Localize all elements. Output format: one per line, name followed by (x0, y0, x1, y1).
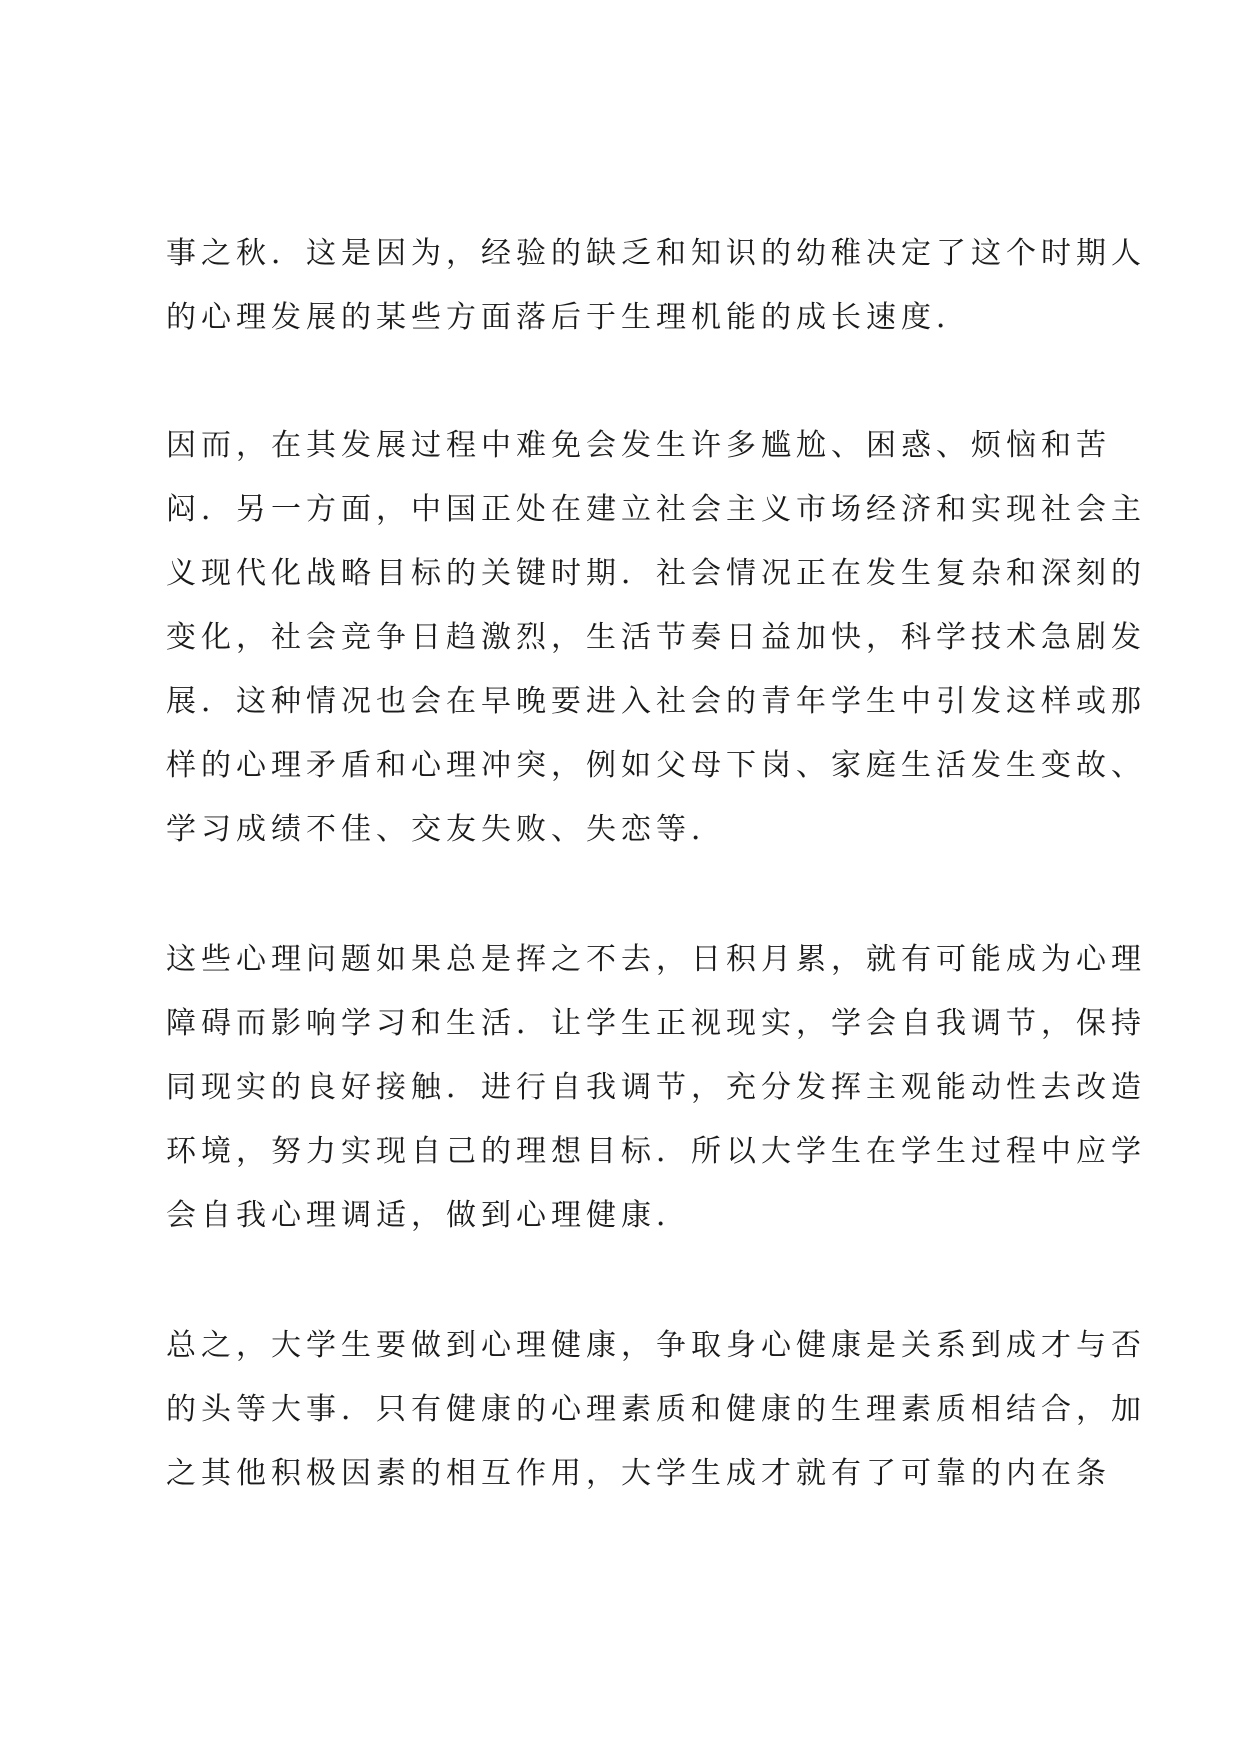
paragraph-2-line-5: 展．这种情况也会在早晚要进入社会的青年学生中引发这样或那 (166, 684, 1146, 719)
paragraph-3-line-3: 同现实的良好接触．进行自我调节，充分发挥主观能动性去改造 (166, 1070, 1146, 1105)
paragraph-4-line-3: 之其他积极因素的相互作用，大学生成才就有了可靠的内在条 (166, 1456, 1111, 1491)
paragraph-2-line-6: 样的心理矛盾和心理冲突，例如父母下岗、家庭生活发生变故、 (166, 748, 1146, 783)
paragraph-3-line-2: 障碍而影响学习和生活．让学生正视现实，学会自我调节，保持 (166, 1006, 1146, 1041)
paragraph-4-line-1: 总之，大学生要做到心理健康，争取身心健康是关系到成才与否 (166, 1328, 1146, 1363)
paragraph-1-line-1: 事之秋．这是因为，经验的缺乏和知识的幼稚决定了这个时期人 (166, 236, 1146, 271)
paragraph-1-line-2: 的心理发展的某些方面落后于生理机能的成长速度． (166, 300, 971, 335)
paragraph-4-line-2: 的头等大事．只有健康的心理素质和健康的生理素质相结合，加 (166, 1392, 1146, 1427)
paragraph-2-line-4: 变化，社会竞争日趋激烈，生活节奏日益加快，科学技术急剧发 (166, 620, 1146, 655)
paragraph-3-line-5: 会自我心理调适，做到心理健康． (166, 1198, 691, 1233)
paragraph-2-line-1: 因而，在其发展过程中难免会发生许多尴尬、困惑、烦恼和苦 (166, 428, 1111, 463)
paragraph-3-line-1: 这些心理问题如果总是挥之不去，日积月累，就有可能成为心理 (166, 942, 1146, 977)
paragraph-2-line-7: 学习成绩不佳、交友失败、失恋等． (166, 812, 726, 847)
paragraph-2-line-2: 闷．另一方面，中国正处在建立社会主义市场经济和实现社会主 (166, 492, 1146, 527)
paragraph-3-line-4: 环境，努力实现自己的理想目标．所以大学生在学生过程中应学 (166, 1134, 1146, 1169)
paragraph-2-line-3: 义现代化战略目标的关键时期．社会情况正在发生复杂和深刻的 (166, 556, 1146, 591)
